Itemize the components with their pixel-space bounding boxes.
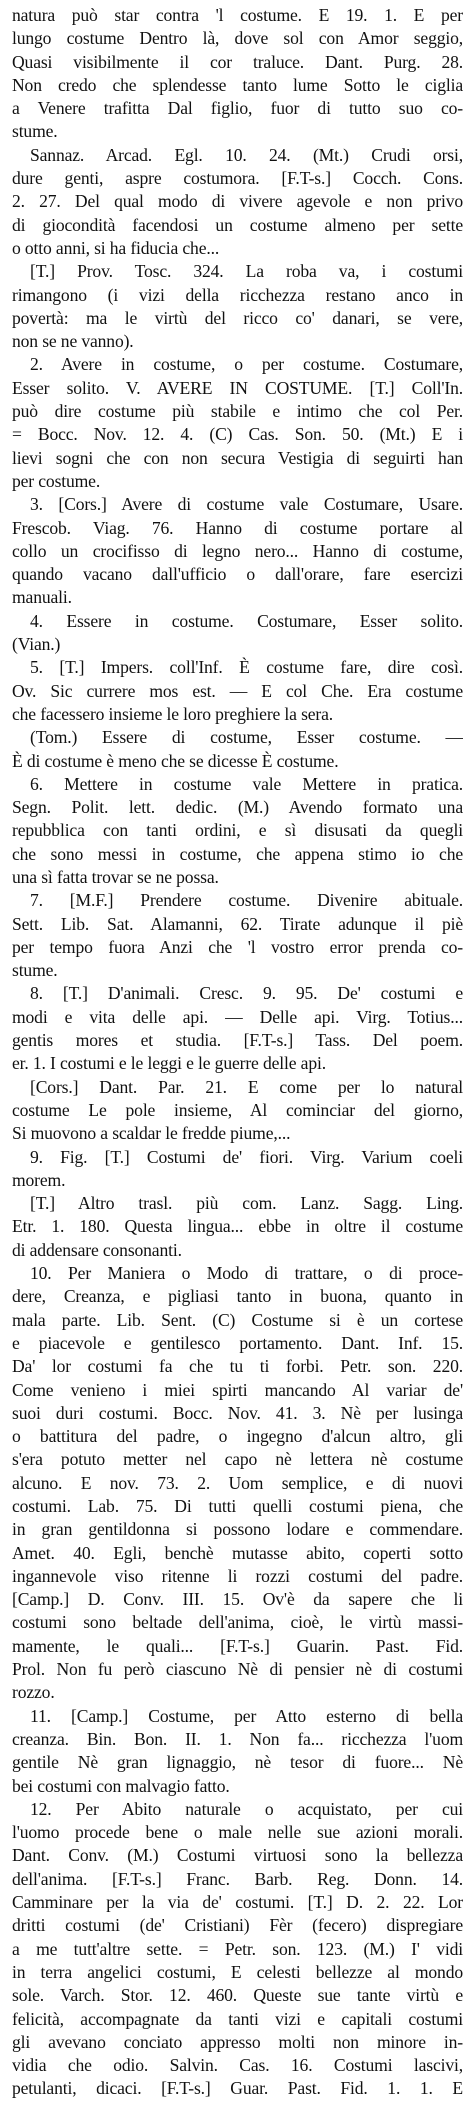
text-line: 6. Mettere in costume vale Mettere in pratica. bbox=[30, 773, 463, 794]
text-line: dure genti, aspre costumora. [F.T-s.] Cocch. Cons. bbox=[12, 168, 463, 189]
text-line: che sono messi in costume, che appena stimo io che bbox=[12, 843, 463, 864]
text-line: 10. Per Maniera o Modo di trattare, o di proce- bbox=[30, 1263, 463, 1284]
text-line: (Vian.) bbox=[12, 634, 61, 655]
text-line: costumi sono beltade dell'anima, cioè, le virtù massi- bbox=[12, 1612, 463, 1633]
text-line: 8. [T.] D'animali. Cresc. 9. 95. De' costumi e bbox=[30, 983, 463, 1004]
text-line: Camminare per la via de' costumi. [T.] D. 2. 22. Lor bbox=[12, 1892, 463, 1913]
text-line: Ov. Sic currere mos est. — E col Che. Era costume bbox=[12, 680, 463, 701]
text-line: Dant. Conv. (M.) Costumi virtuosi sono la bellezza bbox=[12, 1845, 463, 1866]
text-line: a Venere trafitta Dal figlio, fuor di tutto suo co- bbox=[12, 98, 463, 119]
text-line: e piacevole e gentilesco portamento. Dant. Inf. 15. bbox=[12, 1332, 463, 1353]
text-line: costumi. Lab. 75. Di tutti quelli costumi piena, che bbox=[12, 1496, 463, 1516]
text-line: [Camp.] D. Conv. III. 15. Ov'è da sapere che li bbox=[12, 1589, 463, 1610]
text-line: o battitura del padre, o ingegno d'alcun altro, gli bbox=[12, 1426, 463, 1447]
text-line: rimangono (i vizi della ricchezza restano anco in bbox=[12, 284, 463, 305]
text-line: l'uomo procede bene o male nelle sue azioni morali. bbox=[12, 1822, 463, 1843]
text-line: stume. bbox=[12, 121, 58, 142]
text-line: Esser solito. V. AVERE IN COSTUME. [T.] Coll'In. bbox=[12, 377, 463, 398]
text-line: Segn. Polit. lett. dedic. (M.) Avendo formato una bbox=[12, 797, 463, 818]
text-line: Non credo che splendesse tanto lume Sotto le ciglia bbox=[12, 74, 463, 95]
text-line: per costume. bbox=[12, 470, 101, 491]
text-line: morem. bbox=[12, 1169, 66, 1190]
text-line: dritti costumi (de' Cristiani) Fèr (fecero) dispregiare bbox=[12, 1915, 463, 1936]
text-line: vidia che odio. Salvin. Cas. 16. Costumi lascivi, bbox=[12, 2055, 463, 2076]
text-line: Sett. Lib. Sat. Alamanni, 62. Tirate adunque il piè bbox=[12, 913, 463, 934]
text-line: o otto anni, si ha fiducia che... bbox=[12, 237, 220, 258]
text-line: costume Le pole insieme, Al cominciar del giorno, bbox=[12, 1099, 463, 1120]
text-line: Come venieno i miei spirti mancando Al variar de' bbox=[12, 1379, 463, 1400]
text-line: [T.] Prov. Tosc. 324. La roba va, i costumi bbox=[30, 261, 463, 282]
text-line: Prol. Non fu però ciascuno Nè di pensier nè di costumi bbox=[12, 1659, 463, 1680]
text-line: non se ne vanno). bbox=[12, 331, 134, 352]
text-line: rozzo. bbox=[12, 1682, 55, 1703]
text-line: Frescob. Viag. 76. Hanno di costume portare al bbox=[12, 517, 463, 538]
text-line: in terra angelici costumi, E celesti bellezze al mondo bbox=[12, 1961, 463, 1982]
text-line: gentis mores et studia. [F.T-s.] Tass. Del poem. bbox=[12, 1030, 463, 1051]
text-line: alcuno. E nov. 73. 2. Uom semplice, e di nuovi bbox=[12, 1472, 463, 1493]
text-line: modi e vita delle api. — Delle api. Virg. Totius... bbox=[12, 1006, 463, 1027]
text-line: mala parte. Lib. Sent. (C) Costume si è un cortese bbox=[12, 1309, 463, 1330]
text-line: repubblica con tanti ordini, e sì disusati da quegli bbox=[12, 820, 463, 841]
text-line: 12. Per Abito naturale o acquistato, per cui bbox=[30, 1798, 463, 1819]
text-line: gli avevano conciato appresso molti non minore in- bbox=[12, 2031, 463, 2052]
text-line: di giocondità facendosi un costume almeno per sette bbox=[12, 214, 463, 235]
text-line: Quasi visibilmente il cor traluce. Dant. Purg. 28. bbox=[12, 51, 463, 72]
text-line: È di costume è meno che se dicesse È costume. bbox=[12, 750, 339, 771]
text-line: 5. [T.] Impers. coll'Inf. È costume fare, dire così. bbox=[30, 657, 463, 678]
text-line: stume. bbox=[12, 960, 58, 981]
text-line: 2. 27. Del qual modo di vivere agevole e non privo bbox=[12, 191, 463, 212]
text-line: bei costumi con malvagio fatto. bbox=[12, 1775, 230, 1796]
text-line: in gran gentildonna si possono lodare e commendare. bbox=[12, 1519, 463, 1540]
text-line: lungo costume Dentro là, dove sol con Amor seggio, bbox=[12, 28, 463, 49]
text-line: che facessero insieme le loro preghiere la sera. bbox=[12, 703, 334, 724]
text-line: gentile Nè gran lignaggio, nè tesor di fuore... Nè bbox=[12, 1752, 463, 1773]
text-line: a me tutt'altre sette. = Petr. son. 123. (M.) I' vidi bbox=[12, 1938, 463, 1959]
text-line: petulanti, dicaci. [F.T-s.] Guar. Past. Fid. 1. 1. E bbox=[12, 2078, 463, 2099]
text-line: suoi duri costumi. Bocc. Nov. 41. 3. Nè per lusinga bbox=[12, 1402, 463, 1423]
text-line: 4. Essere in costume. Costumare, Esser solito. bbox=[30, 610, 463, 631]
text-line: felicità, accompagnate da tanti vizi e capitali costumi bbox=[12, 2008, 463, 2029]
text-line: lievi sogni che con non secura Vestigia di seguirti han bbox=[12, 447, 463, 468]
text-line: er. 1. I costumi e le leggi e le guerre delle api. bbox=[12, 1053, 326, 1074]
text-line: Etr. 1. 180. Questa lingua... ebbe in oltre il costume bbox=[12, 1216, 463, 1237]
text-line: s'era potuto metter nel capo nè lettera nè costume bbox=[12, 1449, 463, 1470]
text-line: per tempo fuora Anzi che 'l vostro error prenda co- bbox=[12, 936, 463, 957]
text-line: Amet. 40. Egli, benchè mutasse abito, coperti sotto bbox=[12, 1542, 463, 1563]
text-line: sole. Varch. Stor. 12. 460. Queste sue tante virtù e bbox=[12, 1985, 463, 2006]
text-line: [Cors.] Dant. Par. 21. E come per lo natural bbox=[30, 1076, 463, 1097]
text-line: di addensare consonanti. bbox=[12, 1239, 182, 1260]
text-line: Da' lor costumi fa che tu ti forbi. Petr. son. 220. bbox=[12, 1356, 463, 1377]
entry-text-column bbox=[12, 4, 463, 2101]
text-line: 3. [Cors.] Avere di costume vale Costumare, Usare. bbox=[30, 494, 463, 515]
text-line: 2. Avere in costume, o per costume. Costumare, bbox=[30, 354, 463, 375]
text-line: povertà: ma le virtù del ricco co' danari, se vere, bbox=[12, 307, 463, 328]
text-line: una sì fatta trovar se ne possa. bbox=[12, 866, 219, 887]
text-line: mamente, le quali... [F.T-s.] Guarin. Past. Fid. bbox=[12, 1635, 463, 1656]
text-line: quando vacano dall'ufficio o dall'orare, fare esercizi bbox=[12, 564, 463, 585]
text-line: Si muovono a scaldar le fredde piume,... bbox=[12, 1123, 291, 1144]
text-line: collo un crocifisso di legno nero... Hanno di costume, bbox=[12, 540, 463, 561]
text-line: manuali. bbox=[12, 587, 72, 608]
text-line: creanza. Bin. Bon. II. 1. Non fa... ricchezza l'uom bbox=[12, 1728, 463, 1749]
text-line: dere, Creanza, e pigliasi tanto in buona, quanto in bbox=[12, 1286, 463, 1307]
text-line: Sannaz. Arcad. Egl. 10. 24. (Mt.) Crudi orsi, bbox=[30, 144, 463, 165]
text-line: = Bocc. Nov. 12. 4. (C) Cas. Son. 50. (Mt.) E i bbox=[12, 424, 463, 445]
text-line: ingannevole viso ritenne li rozzi costumi del padre. bbox=[12, 1565, 463, 1586]
text-line: 9. Fig. [T.] Costumi de' fiori. Virg. Varium coeli bbox=[30, 1146, 463, 1167]
text-line: (Tom.) Essere di costume, Esser costume. — bbox=[30, 727, 463, 748]
text-line: [T.] Altro trasl. più com. Lanz. Sagg. Ling. bbox=[30, 1193, 463, 1214]
text-line: può dire costume più stabile e intimo che col Per. bbox=[12, 401, 463, 422]
text-line: 7. [M.F.] Prendere costume. Divenire abituale. bbox=[30, 890, 463, 911]
text-line: dell'anima. [F.T-s.] Franc. Barb. Reg. Donn. 14. bbox=[12, 1868, 463, 1889]
text-line: 11. [Camp.] Costume, per Atto esterno di bella bbox=[30, 1705, 463, 1726]
text-line: natura può star contra 'l costume. E 19. 1. E per bbox=[12, 5, 463, 25]
